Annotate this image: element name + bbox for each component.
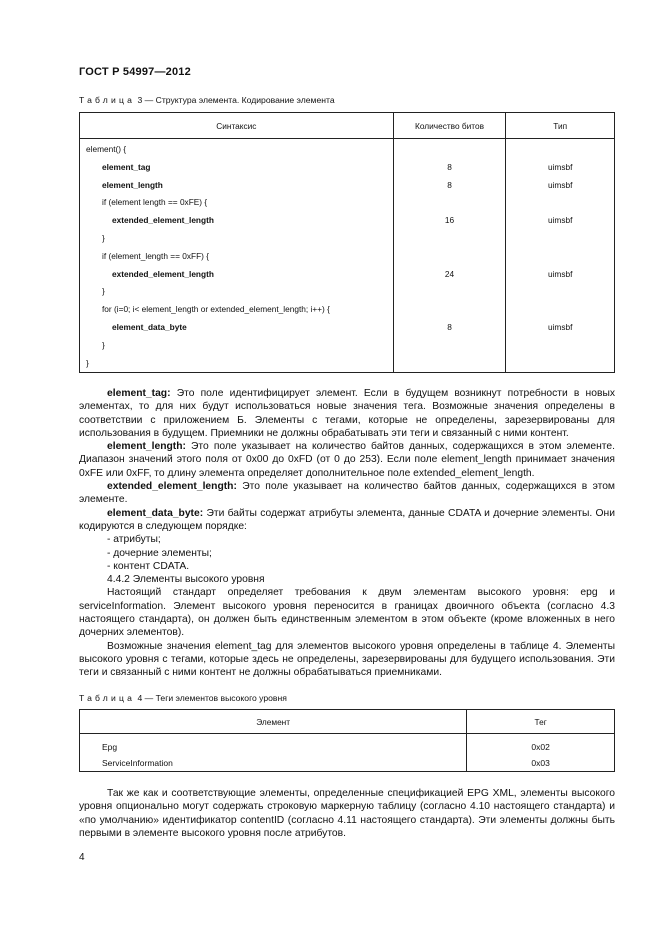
col-header-type: Тип [506, 113, 615, 139]
syntax-line: if (element length == 0xFE) { [102, 197, 208, 208]
text-extended-length: Это поле указывает на количество байтов данных, содержащихся в этом элементе. [79, 481, 615, 506]
bits-value [394, 301, 506, 319]
type-value: uimsbf [547, 321, 573, 332]
bits-value [394, 355, 506, 373]
bits-value [394, 194, 506, 212]
table4-caption [79, 693, 287, 703]
para-data-byte [79, 507, 615, 534]
syntax-line: } [102, 339, 105, 350]
closing-block [79, 787, 615, 840]
para-extended-length [79, 480, 615, 507]
syntax-line: } [102, 286, 105, 297]
type-value [506, 230, 614, 248]
para-element-tag [79, 387, 615, 440]
table-row [80, 739, 615, 755]
type-value [506, 194, 614, 212]
para-element-length [79, 440, 615, 480]
table-high-level-tags [79, 709, 615, 772]
bits-value: 8 [447, 321, 452, 332]
table-element-structure [79, 112, 615, 373]
syntax-line: if (element_length == 0xFF) { [102, 250, 209, 261]
section-heading: 4.4.2 Элементы высокого уровня [107, 574, 265, 586]
table4-caption-text: 4 — Теги элементов высокого уровня [137, 693, 287, 703]
syntax-column [80, 139, 394, 373]
cell-tag: 0x03 [467, 755, 615, 772]
syntax-line: for (i=0; i< element_length or extended_element_length; i++) { [102, 304, 330, 315]
table3-caption-text: 3 — Структура элемента. Кодирование элемента [137, 95, 335, 105]
term-element-tag: element_tag: [107, 388, 171, 399]
bits-value: 8 [447, 161, 452, 172]
bits-value: 24 [444, 268, 455, 279]
list-item: - контент CDATA. [107, 560, 190, 572]
type-value [506, 301, 614, 319]
term-data-byte: element_data_byte: [107, 507, 204, 519]
bits-column [393, 139, 506, 373]
table3-caption [79, 95, 335, 105]
text-data-byte: Эти байты содержат атрибуты элемента, данные CDATA и дочерние элементы. Они кодируются в следующем порядке: [79, 507, 615, 532]
table3-header-row [80, 113, 615, 139]
syntax-line: extended_element_length [112, 268, 214, 279]
type-value [506, 283, 614, 301]
syntax-line: } [102, 232, 105, 243]
text-element-tag: Это поле идентифицирует элемент. Если в будущем возникнут потребности в новых элементах, то для них будут использоваться новые значения тега. Возможные значения определены в соответствии с приложением Б. Элементы с тегами, которые не определены, зарезервированы для использования в будущем. Приемники не должны обрабатывать эти теги и связанный с ними контент. [79, 388, 615, 439]
type-value [506, 248, 614, 266]
cell-element: Epg [80, 739, 467, 755]
para-high-level: Настоящий стандарт определяет требования к двум элементам высокого уровня: epg и serviceInformation. Элемент высокого уровня переносится в границах двоичного объекта (согласно 4.3 настоящего стандарта), он должен быть единственным элементом в этом объекте (кроме вложенных в него дочерних элементов). [79, 587, 615, 639]
syntax-line: element_tag [102, 161, 151, 172]
syntax-line: extended_element_length [112, 215, 214, 226]
type-column [506, 139, 615, 373]
bits-value [394, 141, 506, 159]
text-element-length: Это поле указывает на количество байтов данных, содержащихся в этом элементе. Диапазон значений этого поля от 0x00 до 0xFD (от 0 до 253). Если поле element_length принимает значения 0xFE или 0xFF, то длину элемента определяет дополнительное поле extended_element_length. [79, 441, 615, 479]
col-header-tag: Тег [467, 710, 615, 734]
table4-header-row [80, 710, 615, 734]
para-closing: Так же как и соответствующие элементы, определенные спецификацией EPG XML, элементы высокого уровня опционально могут содержать строковую маркерную таблицу (согласно 4.10 настоящего стандарта) и «по умолчанию» идентификатор contentID (согласно 4.11 настоящего стандарта). Эти элементы должны быть первыми в элементе высокого уровня после атрибутов. [79, 788, 615, 839]
description-block [79, 387, 615, 680]
col-header-bits: Количество битов [393, 113, 506, 139]
syntax-line: element() { [86, 144, 127, 154]
para-tag-values: Возможные значения element_tag для элементов высокого уровня определены в таблице 4. Элементы высокого уровня с тегами, которые здесь не определены, зарезервированы для будущего использования. Эти теги и связанный с ними контент не должны обрабатываться приемниками. [79, 640, 615, 679]
term-element-length: element_length: [107, 441, 186, 453]
type-value [506, 337, 614, 355]
type-value: uimsbf [547, 161, 573, 172]
bits-value: 16 [444, 215, 455, 226]
bits-value [394, 283, 506, 301]
bits-value [394, 248, 506, 266]
term-extended-length: extended_element_length: [107, 481, 237, 493]
syntax-line: element_data_byte [112, 321, 187, 332]
table-row [80, 755, 615, 772]
bits-value [394, 230, 506, 248]
type-value [506, 141, 614, 159]
type-value: uimsbf [547, 215, 573, 226]
bits-value: 8 [447, 179, 452, 190]
syntax-line: } [86, 357, 89, 368]
cell-tag: 0x02 [467, 739, 615, 755]
col-header-syntax: Синтаксис [80, 113, 394, 139]
list-item: - атрибуты; [107, 534, 161, 546]
standard-header: ГОСТ Р 54997—2012 [79, 66, 191, 78]
type-value [506, 355, 614, 373]
cell-element: ServiceInformation [80, 755, 467, 772]
bits-value [394, 337, 506, 355]
type-value: uimsbf [547, 179, 573, 190]
table4-caption-label: Таблица [79, 693, 136, 703]
col-header-element: Элемент [80, 710, 467, 734]
table3-caption-label: Таблица [79, 95, 136, 105]
type-value: uimsbf [547, 268, 573, 279]
list-item: - дочерние элементы; [107, 547, 212, 559]
syntax-line: element_length [102, 179, 163, 190]
page-number: 4 [79, 852, 85, 863]
